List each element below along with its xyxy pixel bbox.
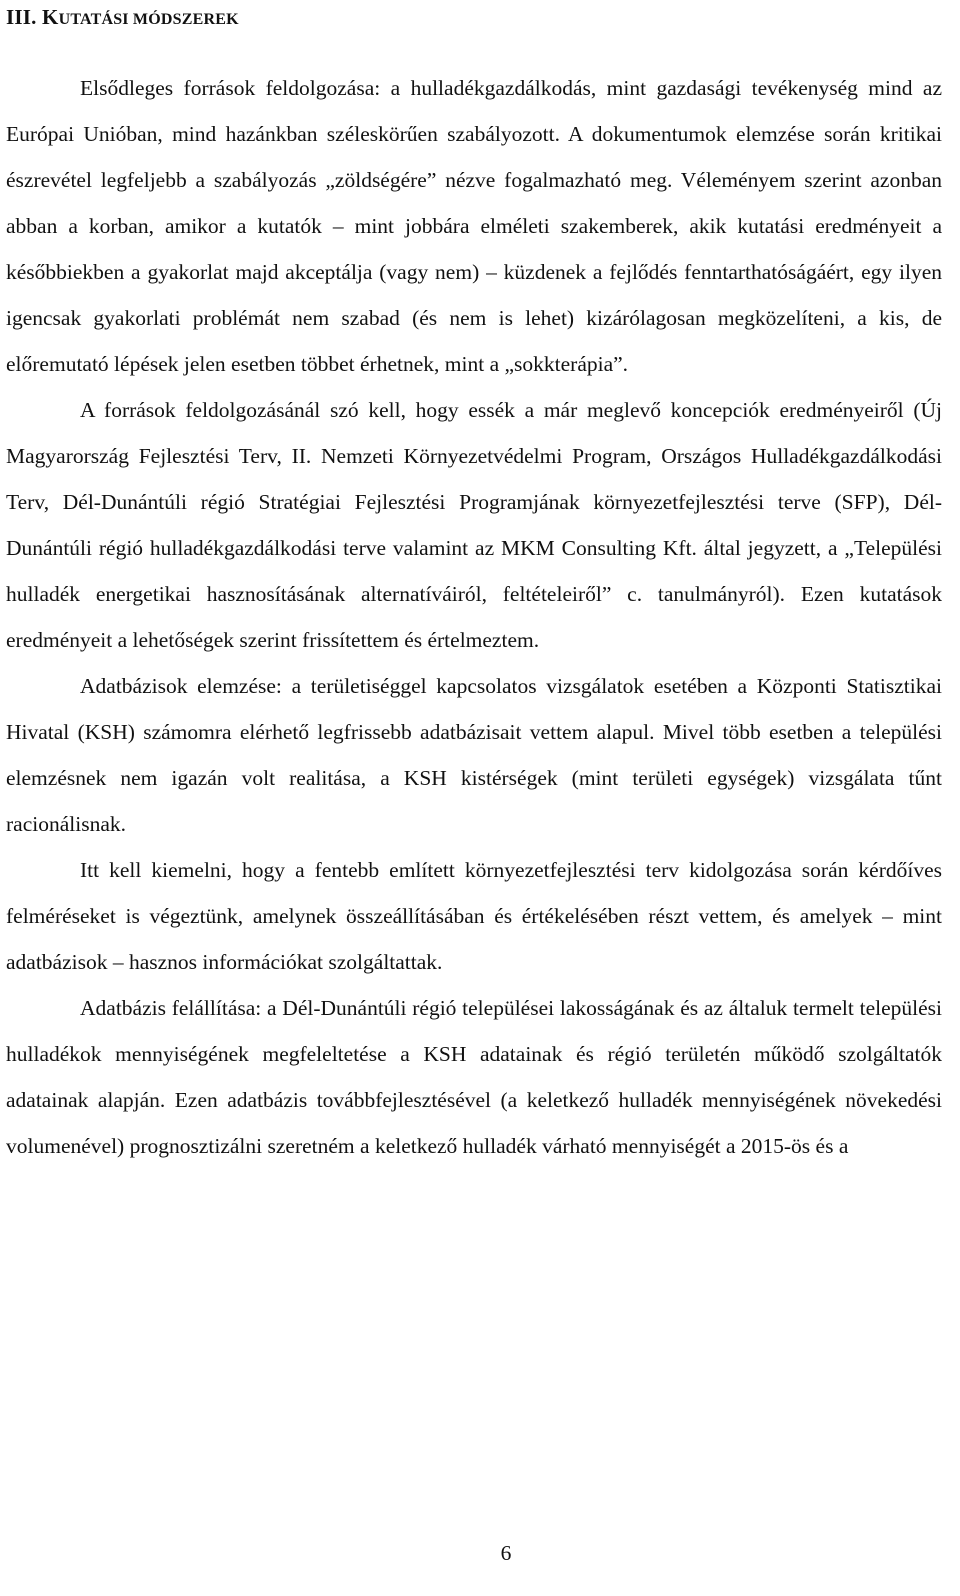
- paragraph-source-processing: A források feldolgozásánál szó kell, hogy essék a már meglevő koncepciók eredményeiről (Új Magyarország Fejlesztési Terv, II. Nemzeti Környezetvédelmi Program, Országos Hulladékgazdálkodási Terv, Dél-Dunántúli régió Stratégiai Fejlesztési Programjának környezetfejlesztési terve (SFP), Dél-Dunántúli régió hulladékgazdálkodási terve valamint az MKM Consulting Kft. által jegyzett, a „Települési hulladék energetikai hasznosításának alternatíváiról, feltételeiről” c. tanulmányról). Ezen kutatások eredményeit a lehetőségek szerint frissítettem és értelmeztem.: [6, 398, 942, 652]
- page-number: 6: [500, 1541, 512, 1565]
- section-heading: [6, 0, 942, 30]
- paragraph-surveys: Itt kell kiemelni, hogy a fentebb említett környezetfejlesztési terv kidolgozása során kérdőíves felméréseket is végeztünk, amelynek összeállításában és értékelésében részt vettem, és amelyek – mint adatbázisok – hasznos információkat szolgáltattak.: [6, 858, 942, 974]
- paragraph-primary-sources: Elsődleges források feldolgozása: a hulladékgazdálkodás, mint gazdasági tevékenység mind az Európai Unióban, mind hazánkban széleskörűen szabályozott. A dokumentumok elemzése során kritikai észrevétel legfeljebb a szabályozás „zöldségére” nézve fogalmazható meg. Véleményem szerint azonban abban a korban, amikor a kutatók – mint jobbára elméleti szakemberek, akik kutatási eredményeit a későbbiekben a gyakorlat majd akceptálja (vagy nem) – küzdenek a fejlődés fenntarthatóságáért, egy ilyen igencsak gyakorlati problémát nem szabad (és nem is lehet) kizárólagosan megközelíteni, a kis, de előremutató lépések jelen esetben többet érhetnek, mint a „sokkterápia”.: [6, 76, 942, 376]
- heading-title: UTATÁSI MÓDSZEREK: [58, 11, 239, 28]
- document-page: [6, 0, 942, 1169]
- body-text: [6, 65, 942, 1169]
- paragraph-database-setup: Adatbázis felállítása: a Dél-Dunántúli régió települései lakosságának és az általuk termelt települési hulladékok mennyiségének megfeleltetése a KSH adatainak és régió területén működő szolgáltatók adatainak alapján. Ezen adatbázis továbbfejlesztésével (a keletkező hulladék mennyiségének növekedési volumenével) prognosztizálni szeretném a keletkező hulladék várható mennyiségét a 2015-ös és a: [6, 996, 942, 1158]
- paragraph-database-analysis: Adatbázisok elemzése: a területiséggel kapcsolatos vizsgálatok esetében a Központi Statisztikai Hivatal (KSH) számomra elérhető legfrissebb adatbázisait vettem alapul. Mivel több esetben a települési elemzésnek nem igazán volt realitása, a KSH kistérségek (mint területi egységek) vizsgálata tűnt racionálisnak.: [6, 674, 942, 836]
- heading-number: III. K: [6, 5, 59, 29]
